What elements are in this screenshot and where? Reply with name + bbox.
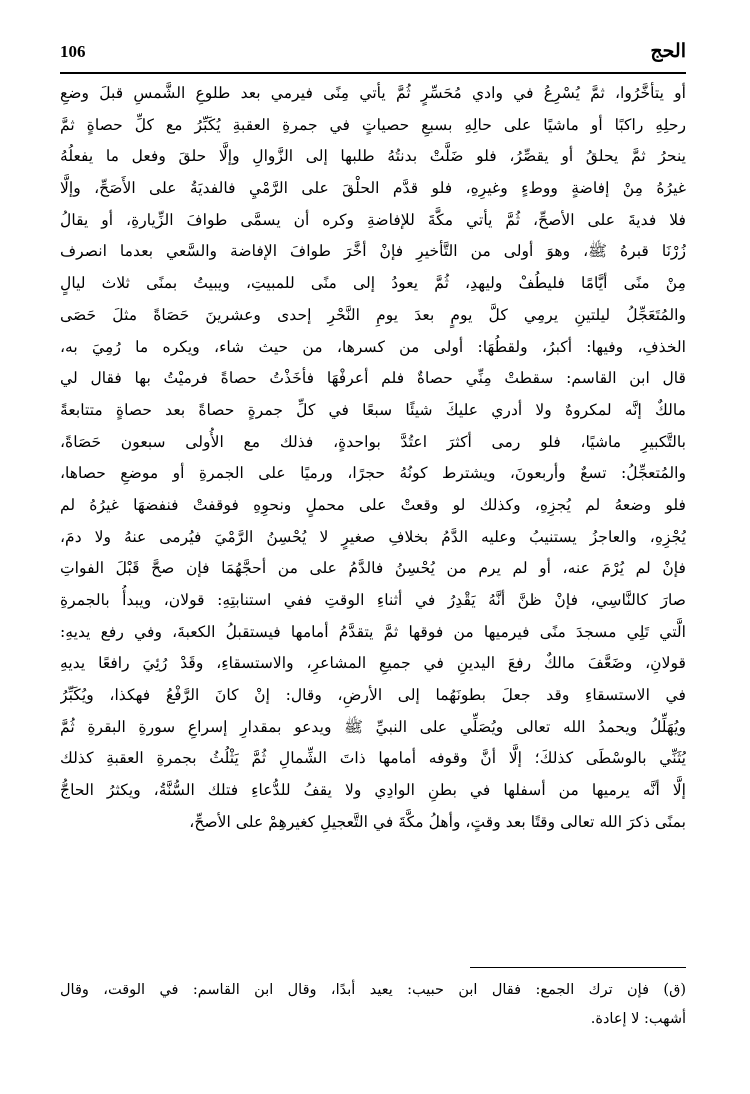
footnotes: [60, 976, 686, 1034]
text-line: ويُهَلِّلُ ويحمدُ الله تعالى ويُصَلِّي على النبيِّ ﷺ ويدعو بمقدارِ إسراعِ سورةِ البقرةِ ثُمَّ: [60, 717, 686, 736]
page-header: [60, 40, 686, 74]
header-rule: [60, 72, 686, 74]
main-text: [60, 78, 686, 839]
text-line: إلَّا أنَّه يرميها من أسفلها في بطنِ الوادِي ولا يقفُ للدُّعاءِ فتلك السُّنَّةُ، ويكثرُ الحاجُّ: [60, 781, 686, 800]
text-line: يُثَنِّي بالوسْطَى كذلكَ؛ إلَّا أنَّ وقوفه أمامها ذاتَ الشِّمالِ ثُمَّ يَثْلُثُ بجمرةِ العقبةِ كذلك: [60, 749, 686, 768]
footnote-line: (ق) فإن ترك الجمع: فقال ابن حبيب: يعيد أبدًا، وقال ابن القاسم: في الوقت، وقال: [60, 982, 686, 998]
text-line: رحلِهِ راكبًا أو ماشيًا على حالِهِ بسبعِ حصياتٍ في جمرةِ العقبةِ يُكَبِّرُ مع كلِّ حصاةٍ ثمَّ: [60, 115, 686, 134]
text-line: الَّتي تَلِي مسجدَ منًى فيرميها من فوقها ثمَّ يتقدَّمُ أمامها فيستقبلُ الكعبةَ، وفي رفع يديهِ:: [60, 622, 686, 641]
text-line: فلا فديةَ على الأصحِّ، ثُمَّ يأتي مكَّةَ للإفاضةِ وكره أن يسمَّى طوافَ الزِّيارةِ، أو يقالُ: [60, 210, 686, 229]
text-line: مِنْ منًى أيَّامًا فليطُفْ وليهدِ، ثُمَّ يعودُ إلى منًى للمبيتِ، ويبيتُ بمنًى ثلاث ليالٍ: [60, 274, 686, 293]
text-line: صارَ كالنَّاسِي، فإنْ ظنَّ أنَّهُ يَقْدِرُ في أثناءِ الوقتِ ففي استنابتِهِ: قولان، ويبدأُ بالجمرةِ: [60, 591, 686, 609]
page-number: 106: [60, 42, 86, 61]
text-line: فإنْ لم يُرْمَ عنه، أو لم يرم من يُحْسِنُ فالدَّمُ على من أحجَّهُمَا فإن صحَّ قَبْلَ الفواتِ: [60, 559, 686, 578]
text-line: بمنًى ذكرَ الله تعالى وقتًا بعد وقتٍ، وأهلُ مكَّةَ في التَّعجيلِ كغيرهِمْ على الأصحِّ،: [189, 812, 686, 831]
text-line: غيرُهُ مِنْ إفاضةٍ ووطءٍ وغيرِهِ، فلو قدَّم الحلْقَ على الرَّمْيِ فالفديَةُ على الأَصَحِّ، وإلَّا: [60, 179, 686, 198]
running-title: الحج: [650, 40, 686, 62]
text-line: والمُتَعَجِّلُ ليلتينِ يرمِي كلَّ يومٍ بعدَ يومِ النَّحْرِ إحدى وعشرينَ حَصَاةً مثلَ حَصَى: [60, 305, 686, 324]
text-line: مالكٌ إنَّه لمكروهٌ ولا أدري عليكَ شيئًا سبعًا في كلِّ جمرةٍ حصاةً بعد حصاةٍ متتابعةً: [60, 400, 686, 419]
text-line: يُجْزِهِ، والعاجزُ يستنيبُ وعليه الدَّمُ بخلافِ صغيرٍ لا يُحْسِنُ الرَّمْيَ فيُرمى عنهُ ولا دمَ،: [60, 527, 686, 546]
text-line: الخذفِ، وفيها: أكبرُ، ولقطُهَا: أولى من كسرها، من حيث شاء، ويكره ما رُمِيَ به،: [60, 337, 686, 356]
text-line: قال ابن القاسم: سقطتْ مِنِّي حصاةٌ فلم أعرفْهَا فأخَذْتُ حصاةً فرميْتُ بها فقال لي: [60, 369, 686, 388]
text-line: قولانِ، وضَعَّفَ مالكٌ رفعَ اليدينِ في جميعِ المشاعرِ، والاستسقاءِ، وقَدْ رُئِيَ رافعًا يديهِ: [60, 654, 686, 673]
text-line: بالتَّكبيرِ ماشيًا، فلو رمى أكثرَ اعتُدَّ بواحدةٍ، فذلك مع الأُولى سبعون حَصَاةً،: [60, 432, 686, 451]
text-line: في الاستسقاءِ وقد جعلَ بطونَهُما إلى الأرضِ، وقال: إنْ كانَ الرَّفْعُ فهكذا، ويُكَبِّرُ: [60, 686, 686, 705]
text-line: فلو وضعهُ لم يُجزِهِ، وكذلك لو وقعتْ على محملٍ ونحوِهِ فوقفتْ فنفضهَا غيرُهُ لم: [60, 495, 686, 514]
text-line: أو يتأخَّرُوا، ثمَّ يُسْرِعُ في وادي مُحَسِّرٍ ثُمَّ يأتي مِنًى فيرمي بعد طلوعِ الشَّمسِ قبلَ وضعِ: [60, 84, 686, 102]
text-line: والمُتعجِّلُ: تسعٌ وأربعونَ، ويشترط كونُهُ حجرًا، ورميًا على الجمرةِ أو موضعِ حصاها،: [60, 464, 686, 483]
text-line: ينحرُ ثمَّ يحلقُ أو يقصِّرُ، فلو ضَلَّتْ بدنتُهُ طلبها إلى الزَّوالِ وإلَّا حلقَ وفعل ما يفعلُهُ: [60, 147, 686, 166]
text-line: زُرْنَا قبرهُ ﷺ، وهوَ أولى من التَّأخيرِ فإنْ أخَّرَ طوافَ الإفاضة والسَّعي بعدما انصرف: [60, 242, 686, 261]
footnote-line: أشهب: لا إعادة.: [590, 1011, 686, 1027]
footnote-rule: [470, 967, 686, 968]
